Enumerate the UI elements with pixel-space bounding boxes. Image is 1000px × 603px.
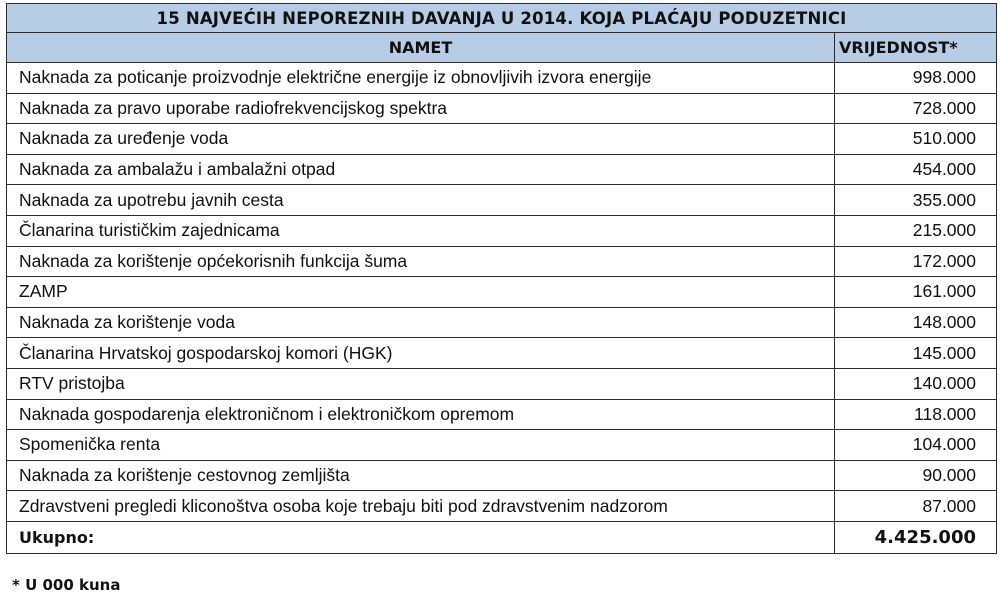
table-title: 15 NAJVEĆIH NEPOREZNIH DAVANJA U 2014. KOJA PLAĆAJU PODUZETNICI: [7, 4, 997, 33]
table-row: [7, 215, 997, 246]
column-header-value: VRIJEDNOST*: [835, 33, 997, 63]
levy-value: 454.000: [835, 154, 997, 185]
table-row: [7, 277, 997, 308]
levy-name: Naknada za ambalažu i ambalažni otpad: [7, 154, 835, 185]
total-label: Ukupno:: [7, 521, 835, 553]
levy-name: RTV pristojba: [7, 368, 835, 399]
table-row: [7, 399, 997, 430]
total-value: 4.425.000: [835, 521, 997, 553]
levies-table: [6, 3, 997, 554]
levy-name: Članarina Hrvatskoj gospodarskoj komori (HGK): [7, 338, 835, 369]
table-row: [7, 185, 997, 216]
levy-value: 510.000: [835, 124, 997, 155]
levy-value: 145.000: [835, 338, 997, 369]
levy-name: Naknada za poticanje proizvodnje električne energije iz obnovljivih izvora energije: [7, 63, 835, 94]
levy-name: Naknada za upotrebu javnih cesta: [7, 185, 835, 216]
levy-value: 118.000: [835, 399, 997, 430]
table-row: [7, 154, 997, 185]
table-row: [7, 460, 997, 491]
levy-name: Zdravstveni pregledi kliconoštva osoba koje trebaju biti pod zdravstvenim nadzorom: [7, 491, 835, 522]
table-row: [7, 368, 997, 399]
table-row: [7, 93, 997, 124]
title-row: [7, 4, 997, 33]
levy-value: 728.000: [835, 93, 997, 124]
levy-value: 998.000: [835, 63, 997, 94]
levy-name: Naknada za korištenje općekorisnih funkcija šuma: [7, 246, 835, 277]
levy-name: ZAMP: [7, 277, 835, 308]
data-table-container: [6, 3, 996, 554]
levy-value: 87.000: [835, 491, 997, 522]
levy-value: 215.000: [835, 215, 997, 246]
table-row: [7, 124, 997, 155]
levy-name: Naknada za korištenje cestovnog zemljišta: [7, 460, 835, 491]
table-row: [7, 63, 997, 94]
levy-value: 148.000: [835, 307, 997, 338]
levy-name: Naknada gospodarenja elektroničnom i elektroničkom opremom: [7, 399, 835, 430]
levy-name: Naknada za pravo uporabe radiofrekvencijskog spektra: [7, 93, 835, 124]
total-row: [7, 521, 997, 553]
levy-name: Naknada za uređenje voda: [7, 124, 835, 155]
levy-value: 140.000: [835, 368, 997, 399]
levy-name: Spomenička renta: [7, 430, 835, 461]
levy-value: 104.000: [835, 430, 997, 461]
levy-value: 161.000: [835, 277, 997, 308]
levy-name: Članarina turističkim zajednicama: [7, 215, 835, 246]
header-row: [7, 33, 997, 63]
levy-value: 355.000: [835, 185, 997, 216]
column-header-name: NAMET: [7, 33, 835, 63]
table-row: [7, 246, 997, 277]
table-row: [7, 430, 997, 461]
table-body: [7, 63, 997, 522]
levy-name: Naknada za korištenje voda: [7, 307, 835, 338]
table-row: [7, 491, 997, 522]
footnote: * U 000 kuna: [12, 576, 121, 594]
levy-value: 172.000: [835, 246, 997, 277]
table-row: [7, 307, 997, 338]
levy-value: 90.000: [835, 460, 997, 491]
table-row: [7, 338, 997, 369]
